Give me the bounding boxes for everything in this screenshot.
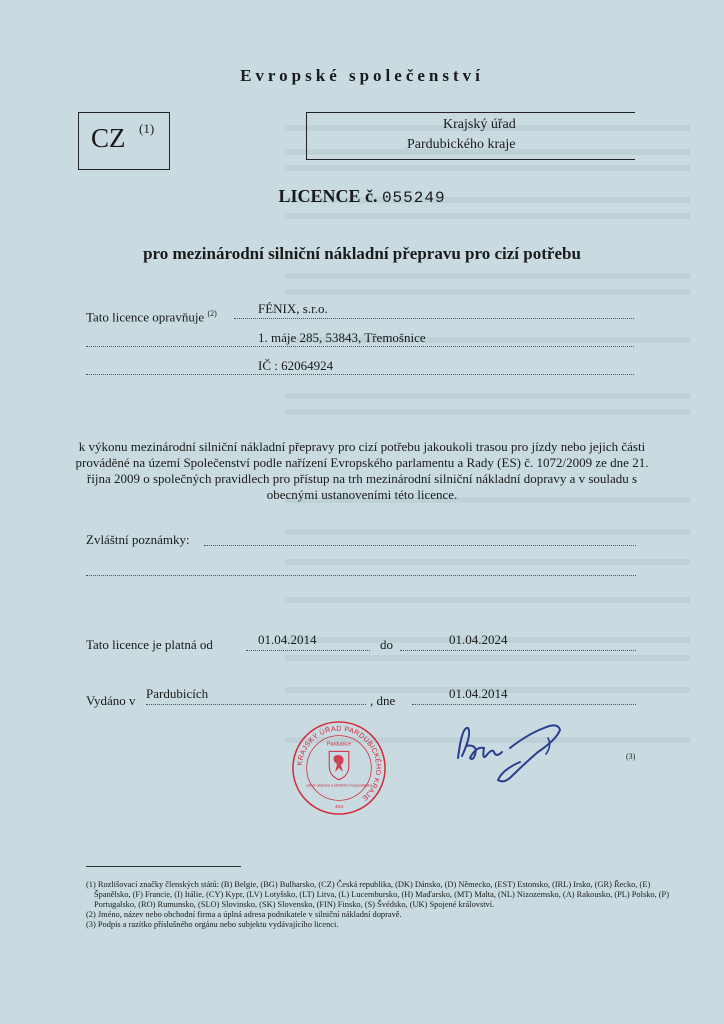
- licence-title: [0, 186, 724, 207]
- validity-from-line: [246, 650, 370, 651]
- validity-to-date: 01.04.2024: [449, 632, 508, 647]
- issued-label: Vydáno v: [86, 693, 136, 708]
- stamp-number: 404: [334, 805, 344, 811]
- handwritten-signature: [440, 706, 580, 786]
- holder-id-line: [86, 374, 634, 375]
- holder-address: 1. máje 285, 53843, Třemošnice: [258, 330, 426, 345]
- footnote-1: (1) Rozlišovací značky členských států: (B) Belgie, (BG) Bulharsko, (CZ) Česká republika, (DK) Dánsko, (D) Německo, (EST) Estonsko, (IRL) Irsko, (GR) Řecko, (E) Španělsko, (F) Francie, (I) Itálie, (CY) Kypr, (LV) Lotyšsko, (LT) Litva, (L) Lucembursko, (H) Maďarsko, (MT) Malta, (NL) Nizozemsko, (A) Rakousko, (PL) Polsko, (P) Portugalsko, (RO) Rumunsko, (SLO) Slovinsko, (SK) Slovensko, (FIN) Finsko, (S) Švédsko, (UK) Spojené království.: [86, 880, 670, 909]
- licence-title-text: LICENCE č.: [278, 186, 378, 206]
- stamp-ring-text: KRAJSKÝ ÚŘAD PARDUBICKÉHO KRAJE: [296, 725, 382, 802]
- authority-line2: Pardubického kraje: [407, 137, 516, 152]
- official-stamp: [290, 719, 388, 817]
- footnote-separator: [86, 866, 241, 867]
- holder-label: [86, 309, 217, 325]
- issued-place: Pardubicích: [146, 686, 209, 701]
- licence-subtitle: pro mezinárodní silniční nákladní přepravu pro cizí potřebu: [143, 244, 581, 263]
- licence-body-text: k výkonu mezinárodní silniční nákladní přepravy pro cizí potřebu jakoukoli trasou pro jízdy nebo jejich části prováděné na území Společenství podle nařízení Evropského parlamentu a Rady (ES) č. 1072/2009 ze dne 21. října 2009 o společných pravidlech pro přístup na trh mezinárodní silniční nákladní dopravy a v souladu s obecnými ustanoveními této licence.: [75, 439, 649, 502]
- validity-label: Tato licence je platná od: [86, 637, 213, 652]
- holder-ico: IČ : 62064924: [258, 358, 334, 373]
- holder-footnote-ref: (2): [207, 309, 217, 318]
- country-code-box: [78, 112, 170, 170]
- footnote-2: (2) Jméno, název nebo obchodní firma a úplná adresa podnikatele v silniční nákladní dopravě.: [86, 910, 402, 919]
- authority-line1: Krajský úřad: [443, 117, 516, 132]
- validity-to-line: [400, 650, 636, 651]
- lion-emblem-icon: [329, 751, 349, 779]
- holder-name-line: [234, 318, 634, 319]
- holder-name: FÉNIX, s.r.o.: [258, 301, 328, 316]
- issued-date-line: [412, 704, 636, 705]
- remarks-line-2: [86, 575, 636, 576]
- remarks-line-1: [204, 545, 636, 546]
- page-header: Evropské společenství: [240, 66, 484, 85]
- country-footnote-ref: (1): [139, 121, 155, 136]
- footnotes: [86, 880, 676, 930]
- signature-footnote-ref: (3): [626, 752, 636, 761]
- issued-date: 01.04.2014: [449, 686, 508, 701]
- stamp-department: odbor dopravy a silničního hospodářství: [306, 783, 372, 788]
- remarks-label: Zvláštní poznámky:: [86, 532, 190, 547]
- holder-label-text: Tato licence opravňuje: [86, 309, 205, 325]
- issued-date-label: , dne: [370, 693, 396, 708]
- footnote-3: (3) Podpis a razítko příslušného orgánu nebo subjektu vydávajícího licenci.: [86, 920, 339, 929]
- issued-place-line: [146, 704, 366, 705]
- stamp-city: Pardubice: [326, 741, 352, 748]
- holder-address-line: [86, 346, 634, 347]
- licence-number: 055249: [381, 189, 446, 207]
- validity-from-date: 01.04.2014: [258, 632, 317, 647]
- validity-to-label: do: [380, 637, 393, 652]
- issuing-authority-box: [306, 112, 635, 160]
- country-code: CZ: [91, 123, 126, 153]
